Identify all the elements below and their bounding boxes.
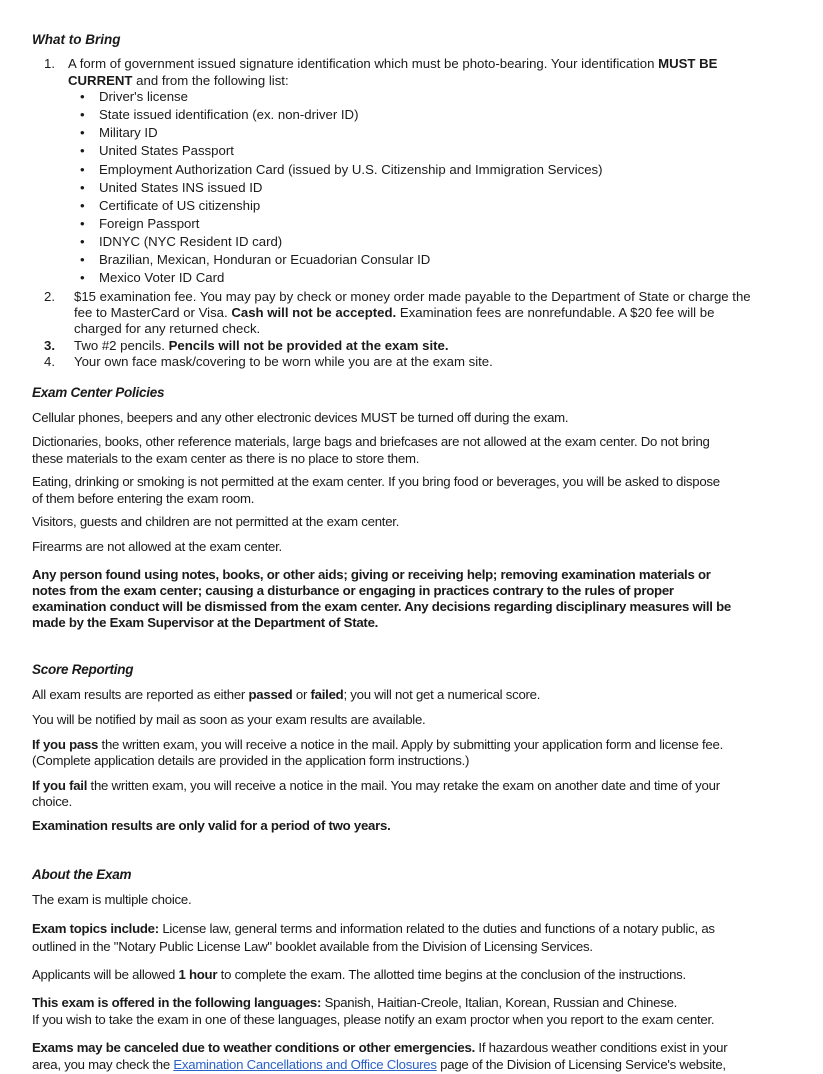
list-item: • United States INS issued ID: [80, 180, 263, 195]
item1-text: A form of government issued signature identification which must be photo-bearing. Your identification: [68, 56, 659, 71]
about-text: The exam is multiple choice.: [32, 892, 192, 907]
score-text: (Complete application details are provided in the application form instructions.): [32, 753, 470, 768]
policy-text: these materials to the exam center as there is no place to store them.: [32, 451, 420, 466]
about-text: Exam topics include: License law, general terms and information related to the duties and functions of a notary public, as: [32, 921, 715, 936]
list-item: • Employment Authorization Card (issued by U.S. Citizenship and Immigration Services): [80, 162, 603, 177]
list-number: 3.: [44, 338, 55, 353]
list-number: 4.: [44, 354, 55, 369]
exam-cancellations-link[interactable]: Examination Cancellations and Office Closures: [173, 1057, 437, 1072]
score-text: If you fail the written exam, you will receive a notice in the mail. You may retake the exam on another date and time of your: [32, 778, 720, 793]
policy-text: Dictionaries, books, other reference materials, large bags and briefcases are not allowed at the exam center. Do not bring: [32, 434, 710, 449]
score-validity: Examination results are only valid for a period of two years.: [32, 818, 391, 833]
item4: Your own face mask/covering to be worn while you are at the exam site.: [74, 354, 493, 369]
score-text: If you pass the written exam, you will receive a notice in the mail. Apply by submitting your application form and license fee.: [32, 737, 723, 752]
cash-not-accepted: Cash will not be accepted.: [231, 305, 397, 320]
policy-text: Eating, drinking or smoking is not permitted at the exam center. If you bring food or beverages, you will be asked to dispose: [32, 474, 720, 489]
about-text: outlined in the "Notary Public License Law" booklet available from the Division of Licensing Services.: [32, 939, 593, 954]
policy-text: Cellular phones, beepers and any other electronic devices MUST be turned off during the exam.: [32, 410, 569, 425]
list-item: • Certificate of US citizenship: [80, 198, 261, 213]
list-item: • United States Passport: [80, 143, 234, 158]
item2-line2: fee to MasterCard or Visa. Cash will not be accepted. Examination fees are nonrefundable. A $20 fee will be: [74, 305, 715, 320]
score-text: You will be notified by mail as soon as your exam results are available.: [32, 712, 426, 727]
list-item: • IDNYC (NYC Resident ID card): [80, 234, 283, 249]
about-text: Applicants will be allowed 1 hour to complete the exam. The allotted time begins at the conclusion of the instructions.: [32, 967, 686, 982]
item1-bold: MUST BE: [658, 56, 718, 71]
list-item: • Mexico Voter ID Card: [80, 270, 225, 285]
item3: Two #2 pencils. Pencils will not be provided at the exam site.: [74, 338, 449, 353]
list-item: • Foreign Passport: [80, 216, 200, 231]
about-text: area, you may check the Examination Cancellations and Office Closures page of the Division of Licensing Service's website,: [32, 1057, 726, 1072]
heading-exam-center-policies: Exam Center Policies: [32, 385, 165, 400]
about-text: Exams may be canceled due to weather conditions or other emergencies. If hazardous weather conditions exist in your: [32, 1040, 728, 1055]
list-number: 2.: [44, 289, 55, 304]
warning-line: examination conduct will be dismissed from the exam center. Any decisions regarding disciplinary measures will be: [32, 599, 731, 614]
item1-bold2: CURRENT: [68, 73, 133, 88]
list-number: 1.: [44, 56, 55, 71]
list-item: • State issued identification (ex. non-driver ID): [80, 107, 359, 122]
warning-line: Any person found using notes, books, or other aids; giving or receiving help; removing examination materials or: [32, 567, 711, 582]
list-item: • Military ID: [80, 125, 158, 140]
item1-line1: [68, 55, 717, 73]
item2-line1: $15 examination fee. You may pay by check or money order made payable to the Department of State or charge the: [74, 289, 751, 304]
warning-line: notes from the exam center; causing a disturbance or engaging in practices contrary to the rules of proper: [32, 583, 674, 598]
policy-text: of them before entering the exam room.: [32, 491, 255, 506]
heading-about-the-exam: About the Exam: [32, 867, 132, 882]
heading-what-to-bring: What to Bring: [32, 32, 121, 47]
about-text: If you wish to take the exam in one of these languages, please notify an exam proctor when you report to the exam center.: [32, 1012, 715, 1027]
item1-text2: and from the following list:: [132, 73, 289, 88]
score-text: All exam results are reported as either passed or failed; you will not get a numerical score.: [32, 687, 541, 702]
about-text: This exam is offered in the following languages: Spanish, Haitian-Creole, Italian, Korean, Russian and Chinese.: [32, 995, 678, 1010]
score-text: choice.: [32, 794, 73, 809]
item2-line3: charged for any returned check.: [74, 321, 261, 336]
warning-line: made by the Exam Supervisor at the Department of State.: [32, 615, 379, 630]
list-item: • Driver's license: [80, 89, 188, 104]
list-item: • Brazilian, Mexican, Honduran or Ecuadorian Consular ID: [80, 252, 431, 267]
policy-text: Visitors, guests and children are not permitted at the exam center.: [32, 514, 400, 529]
policy-text: Firearms are not allowed at the exam center.: [32, 539, 282, 554]
heading-score-reporting: Score Reporting: [32, 662, 134, 677]
